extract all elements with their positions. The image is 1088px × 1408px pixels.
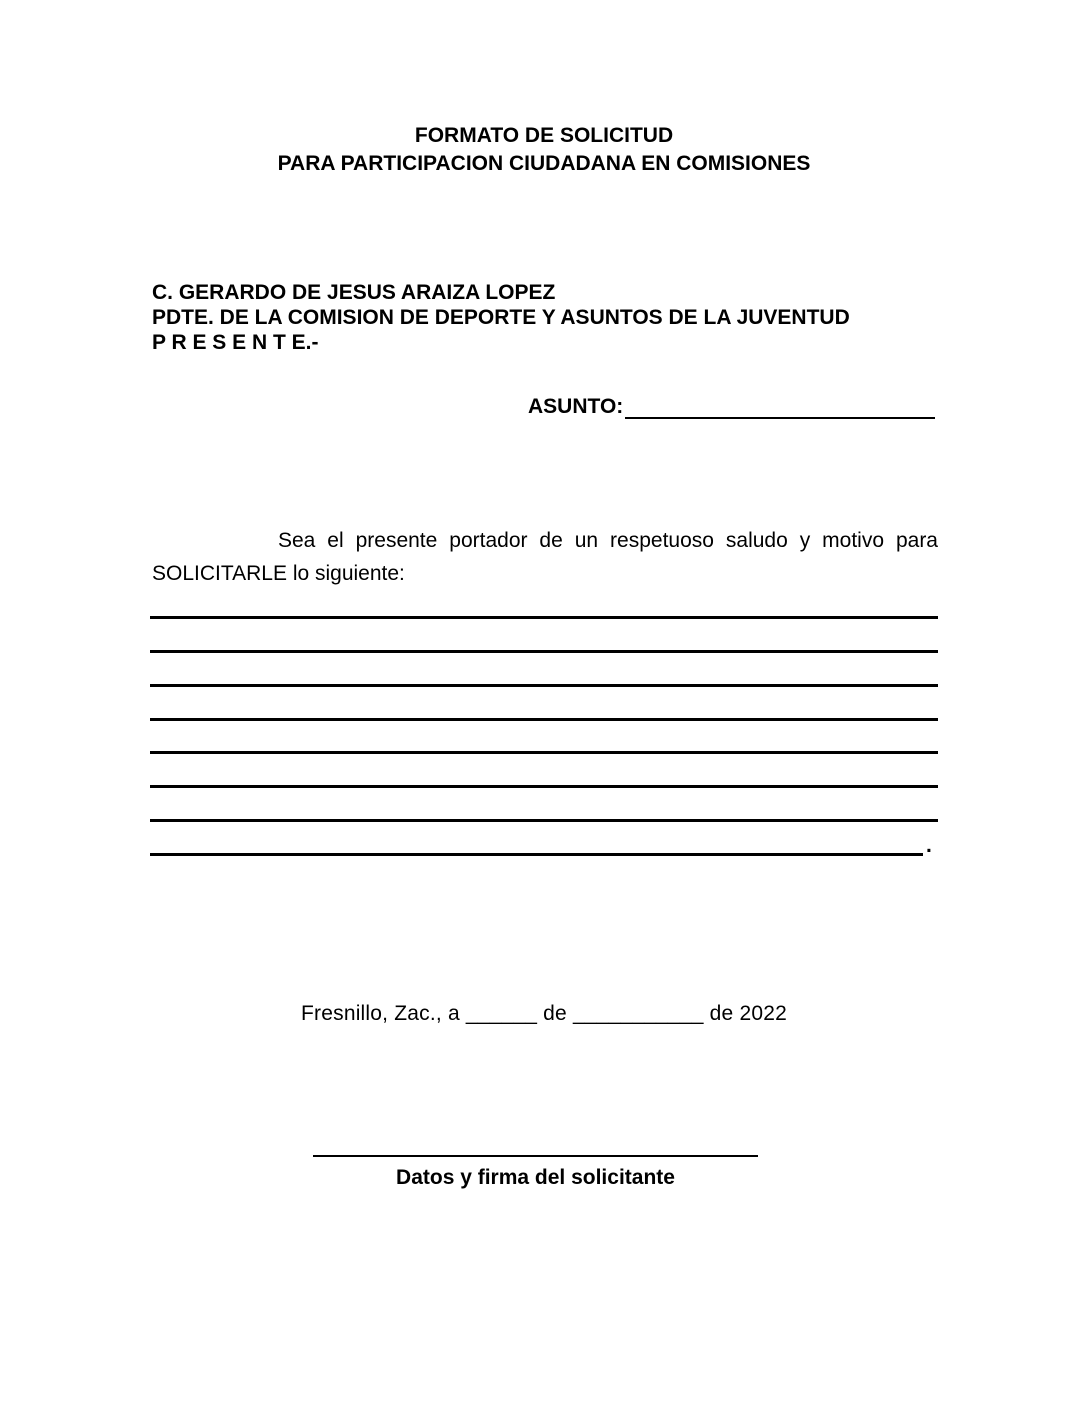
- signature-line: [313, 1130, 758, 1157]
- document-title: [150, 122, 938, 178]
- body-line-1: Sea el presente portador de un respetuoso saludo y motivo para: [278, 529, 938, 552]
- addressee-name: C. GERARDO DE JESUS ARAIZA LOPEZ: [152, 281, 556, 304]
- signature-caption: Datos y firma del solicitante: [396, 1166, 675, 1189]
- subject-blank-line: [625, 394, 935, 419]
- date-line: Fresnillo, Zac., a ______ de ___________ de 2022: [301, 1002, 787, 1025]
- title-line-2: PARA PARTICIPACION CIUDADANA EN COMISIONES: [277, 152, 811, 175]
- addressee-salutation: P R E S E N T E.-: [152, 331, 319, 354]
- end-punctuation: .: [926, 834, 932, 857]
- subject-row: [528, 394, 935, 419]
- request-blank-line: [150, 819, 938, 822]
- request-blank-line: [150, 650, 938, 653]
- request-blank-line: [150, 718, 938, 721]
- addressee-block: [152, 280, 850, 355]
- signature-block: [313, 1130, 758, 1190]
- request-lines-area: [150, 616, 938, 861]
- request-blank-line: [150, 834, 932, 857]
- request-blank-line: [150, 751, 938, 754]
- body-line-2: SOLICITARLE lo siguiente:: [152, 562, 405, 585]
- addressee-role: PDTE. DE LA COMISION DE DEPORTE Y ASUNTOS DE LA JUVENTUD: [152, 306, 850, 329]
- request-blank-line: [150, 616, 938, 619]
- title-line-1: FORMATO DE SOLICITUD: [414, 124, 674, 147]
- body-paragraph: [152, 524, 938, 590]
- request-blank-line: [150, 785, 938, 788]
- request-blank-line: [150, 684, 938, 687]
- subject-label: ASUNTO:: [528, 395, 624, 418]
